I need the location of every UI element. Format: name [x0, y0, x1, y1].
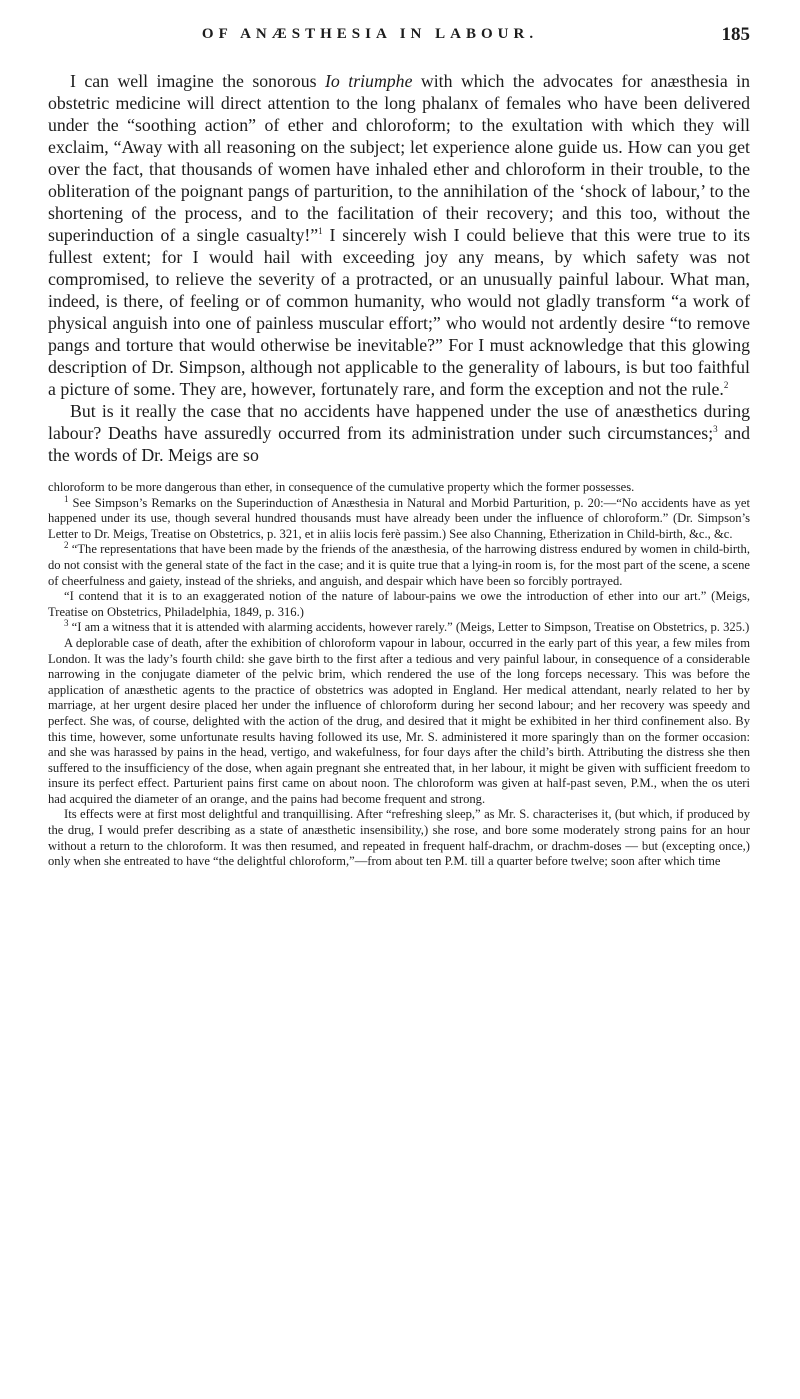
- footnote-3-case: A deplorable case of death, after the exhibition of chloroform vapour in labour, occurred in the early part of this year, a few miles from London. It was the lady’s fourth child: she gave birth to the first after a tedious and very painful labour, in consequence of a considerable narrowing in the conjugate diameter of the pelvic brim, which rendered the use of the long forceps necessary. This was before the application of anæsthetic agents to the practice of obstetrics was adopted in England. Her medical attendant, nearly related to her by marriage, at her urgent desire placed her under the influence of chloroform during her second labour; and her recovery was speedy and perfect. She was, of course, delighted with the action of the drug, and desired that it might be exhibited in her third confinement also. By this time, however, some unfortunate results having followed its use, Mr. S. administered it more sparingly than on the former occasion: and she was harassed by pains in the head, vertigo, and wakefulness, for four days after the child’s birth. Attributing the distress she then suffered to the insufficiency of the dose, when again pregnant she entreated that, in her labour, it might be given with sufficient freedom to insure its perfect effect. Parturient pains first came on about noon. The chloroform was given at half-past seven, P.M., when the os uteri had acquired the diameter of an orange, and the pains had become frequent and strong.: [48, 635, 750, 806]
- footnote-ref-1: 1: [318, 226, 323, 237]
- footnote-2-continued: “I contend that it is to an exaggerated notion of the nature of labour-pains we owe the introduction of ether into our art.” (Meigs, Treatise on Obstetrics, Philadelphia, 1849, p. 316.): [48, 589, 750, 619]
- footnote-continuation: chloroform to be more dangerous than ether, in consequence of the cumulative property which the former possesses.: [48, 480, 635, 494]
- page-header: [48, 26, 750, 52]
- body-text: [48, 70, 750, 466]
- footnote-2: $^2$ “The representations that have been made by the friends of the anæsthesia, of the harrowing distress endured by women in child-birth, do not consist with the general state of the fact in the case; and it is quite true that a lying-in room is, for the most part of the scene, a scene of cheerfulness and gaiety, instead of the shrieks, and anguish, and despair which have been so forcibly portrayed.: [48, 540, 750, 588]
- footnote-3-case-continued: Its effects were at first most delightful and tranquillising. After “refreshing sleep,” as Mr. S. characterises it, (but which, if produced by the drug, I would prefer describing as a state of anæsthetic insensibility,) she rose, and bore some moderately strong pains for an hour without a return to the chloroform. It was then resumed, and repeated in frequent half-drachm, or drachm-doses — but (excepting once,) only when she entreated to have “the delightful chloroform,”—from about ten P.M. till a quarter before twelve; soon after which time: [48, 807, 750, 869]
- footnote-ref-2: 2: [723, 380, 729, 391]
- footnotes: [48, 480, 750, 870]
- footnote-mark: 2: [64, 540, 69, 551]
- footnote-1: $^1$ See Simpson’s Remarks on the Superinduction of Anæsthesia in Natural and Morbid Parturition, p. 20:—“No accidents have as yet happened under its use, though several hundred thousands must have already been under the influence of chloroform.” (Dr. Simpson’s Letter to Dr. Meigs, Treatise on Obstetrics, p. 321, et in aliis locis ferè passim.) See also Channing, Etherization in Child-birth, &c., &c.: [48, 493, 750, 541]
- footnote-mark: 1: [64, 493, 69, 504]
- footnote-mark: 3: [64, 618, 69, 629]
- footnote-ref-3: 3: [713, 424, 718, 435]
- italic-phrase: Io triumphe: [325, 71, 413, 91]
- page-number: 185: [721, 24, 750, 45]
- body-paragraph-1: I can well imagine the sonorous Io triumphe with which the advocates for anæsthesia in obstetric medicine will direct attention to the long phalanx of females who have been delivered under the “soothing action” of ether and chloroform; to the exultation with which they will exclaim, “Away with all reasoning on the subject; let experience alone guide us. How can you get over the fact, that thousands of women have inhaled ether and chloroform in their trouble, to the obliteration of the poignant pangs of parturition, to the annihilation of the ‘shock of labour,’ to the shortening of the process, and to the facilitation of their recovery; and this too, without the superinduction of a single casualty!”$^1$ I sincerely wish I could believe that this were true to its fullest extent; for I would hail with exceeding joy any means, by which safety was not compromised, to relieve the severity of a protracted, or an unusually painful labour. What man, indeed, is there, of feeling or of common humanity, who would not gladly transform “a work of physical anguish into one of painless muscular effort;” who would not ardently desire “to remove pangs and torture that would otherwise be inevitable?” For I must acknowledge that this glowing description of Dr. Simpson, although not applicable to the generality of labours, is but too faithful a picture of some. They are, however, fortunately rare, and form the exception and not the rule.$^2$: [48, 71, 750, 399]
- footnote-3: $^3$ “I am a witness that it is attended with alarming accidents, however rarely.” (Meigs, Letter to Simpson, Treatise on Obstetrics, p. 325.): [64, 618, 750, 635]
- running-head: OF ANÆSTHESIA IN LABOUR.: [201, 26, 539, 42]
- body-paragraph-2: But is it really the case that no accidents have happened under the use of anæsthetics during labour? Deaths have assuredly occurred from its administration under such circumstances;$^3$ and the words of Dr. Meigs are so: [48, 401, 750, 465]
